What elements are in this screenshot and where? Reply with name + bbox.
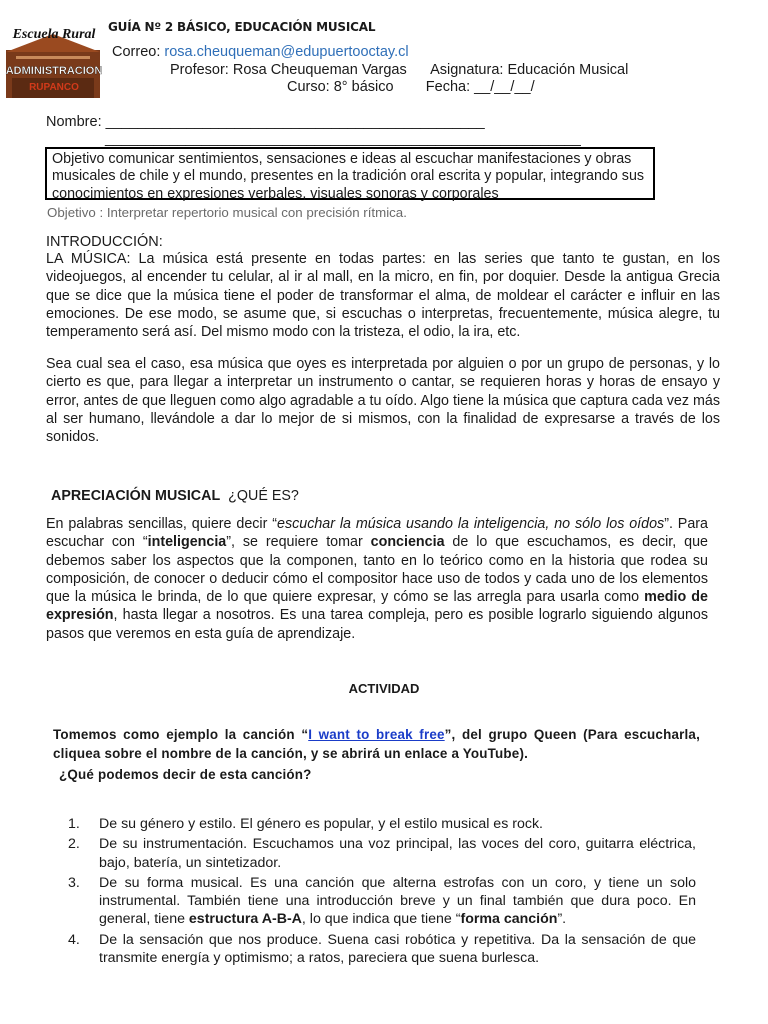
appreciation-paragraph xyxy=(46,515,708,643)
list-number: 2. xyxy=(68,836,80,853)
text-run: ”. xyxy=(557,911,567,928)
list-text: De su instrumentación. Escuchamos una voz principal, las voces del coro, guitarra eléctrica, bajo, batería, un sintetizador. xyxy=(99,836,696,871)
intro-paragraph-2: Sea cual sea el caso, esa música que oyes es interpretada por alguien o por un grupo de personas, y lo cierto es que, para llegar a interpretar un instrumento o cantar, se requieren horas y horas de ensayo y error, antes de que lleguen como algo agradable a tu oído. Algo tiene la música que captura cada vez más al ser humano, llevándole a dar lo mejor de si mismos, con la finalidad de expresarse a través de los sonidos. xyxy=(46,356,720,446)
list-item xyxy=(68,815,696,833)
list-text xyxy=(99,874,696,929)
activity-question: ¿Qué podemos decir de esta canción? xyxy=(59,767,312,782)
email-label: Correo: xyxy=(112,44,165,60)
list-number: 1. xyxy=(68,816,80,832)
text-run: , lo que indica que tiene “ xyxy=(301,911,461,928)
intro-heading: INTRODUCCIÓN: xyxy=(46,234,163,250)
song-link[interactable]: I want to break free xyxy=(308,727,445,742)
bold-term: medio de expresión xyxy=(46,589,708,624)
text-run: ”, del grupo Queen (Para escucharla, cliquea sobre el nombre de la canción, y se abrirá un enlace a YouTube). xyxy=(53,727,700,761)
email-link[interactable]: rosa.cheuqueman@edupuertooctay.cl xyxy=(164,44,409,60)
school-logo xyxy=(4,22,102,100)
intro-paragraph-1: LA MÚSICA: La música está presente en todas partes: en las series que tanto te gustan, en los videojuegos, al encender tu celular, al ir al mall, en la micro, en fin, por doquier. Desde la antigua Grecia que se dice que la música tiene el poder de transformar el alma, de moldear el carácter e influir en las emociones. De ese modo, se asume que, si escuchas o interpretas, frecuentemente, música alegre, tu temperamento será así. Del mismo modo con la tristeza, el odio, la ira, etc. xyxy=(46,251,720,341)
bold-term: forma canción xyxy=(460,911,558,928)
guide-title: GUÍA Nº 2 BÁSICO, EDUCACIÓN MUSICAL xyxy=(108,20,376,34)
appreciation-heading-question: ¿QUÉ ES? xyxy=(228,488,299,504)
name-field-line: Nombre: _______________________________________________ xyxy=(46,114,485,130)
italic-quote: escuchar la música usando la inteligencia, no sólo los oídos xyxy=(277,516,665,532)
text-run: ”. Para escuchar con “ xyxy=(46,516,709,551)
logo-top-text: Escuela Rural xyxy=(12,27,96,42)
activity-title: ACTIVIDAD xyxy=(348,681,420,696)
blank-line: ___________________________________________________________ xyxy=(105,131,581,147)
bold-term: conciencia xyxy=(370,534,445,551)
list-text: De la sensación que nos produce. Suena casi robótica y repetitiva. Da la sensación de que transmite energía y optimismo; a ratos, pareciera que suena burlesca. xyxy=(99,931,696,967)
logo-middle-text: ADMINISTRACION xyxy=(5,65,102,77)
email-line xyxy=(112,44,409,60)
text-run: Tomemos como ejemplo la canción “ xyxy=(53,727,309,742)
analysis-list xyxy=(68,815,696,969)
objective-secondary: Objetivo : Interpretar repertorio musical con precisión rítmica. xyxy=(47,205,407,220)
list-item xyxy=(68,835,696,872)
teacher-subject-line: Profesor: Rosa Cheuqueman Vargas Asignatura: Educación Musical xyxy=(170,62,629,78)
appreciation-heading-bold: APRECIACIÓN MUSICAL xyxy=(51,488,221,504)
text-run: En palabras sencillas, quiere decir “ xyxy=(46,516,277,532)
bold-term: inteligencia xyxy=(147,534,227,551)
list-item xyxy=(68,874,696,929)
list-item xyxy=(68,931,696,968)
logo-bottom-text: RUPANCO xyxy=(29,82,79,93)
list-number: 4. xyxy=(68,931,80,948)
text-run: , hasta llegar a nosotros. Es una tarea compleja, pero es posible lograrlo siguiendo algunos pasos que veremos en esta guía de aprendizaje. xyxy=(46,607,708,642)
bold-term: estructura A-B-A xyxy=(188,911,302,928)
course-date-line: Curso: 8° básico Fecha: __/__/__/ xyxy=(287,79,535,95)
appreciation-heading xyxy=(51,488,299,504)
objective-box: Objetivo comunicar sentimientos, sensaciones e ideas al escuchar manifestaciones y obras musicales de chile y el mundo, presentes en la tradición oral escrita y popular, integrando sus conocimientos en expresiones verbales, visuales sonoras y corporales xyxy=(45,147,655,200)
text-run: ”, se requiere tomar xyxy=(226,534,371,551)
song-paragraph xyxy=(53,726,700,763)
list-number: 3. xyxy=(68,874,80,891)
text-run: de lo que escuchamos, es decir, que debemos saber los aspectos que la componen, tanto en lo teórico como en la historia que rodea su composición, de conocer o deducir cómo el compositor hace uso de todos y cada uno de los elementos que la música le brinda, de lo que quiere expresar, y cómo se las arregla para usarla como xyxy=(46,534,708,606)
list-text: De su género y estilo. El género es popular, y el estilo musical es rock. xyxy=(99,816,543,832)
text-run: De su forma musical. Es una canción que alterna estrofas con un coro, y tiene un solo instrumental. También tiene una introducción breve y un final también que dura poco. En general, tiene xyxy=(99,874,696,928)
